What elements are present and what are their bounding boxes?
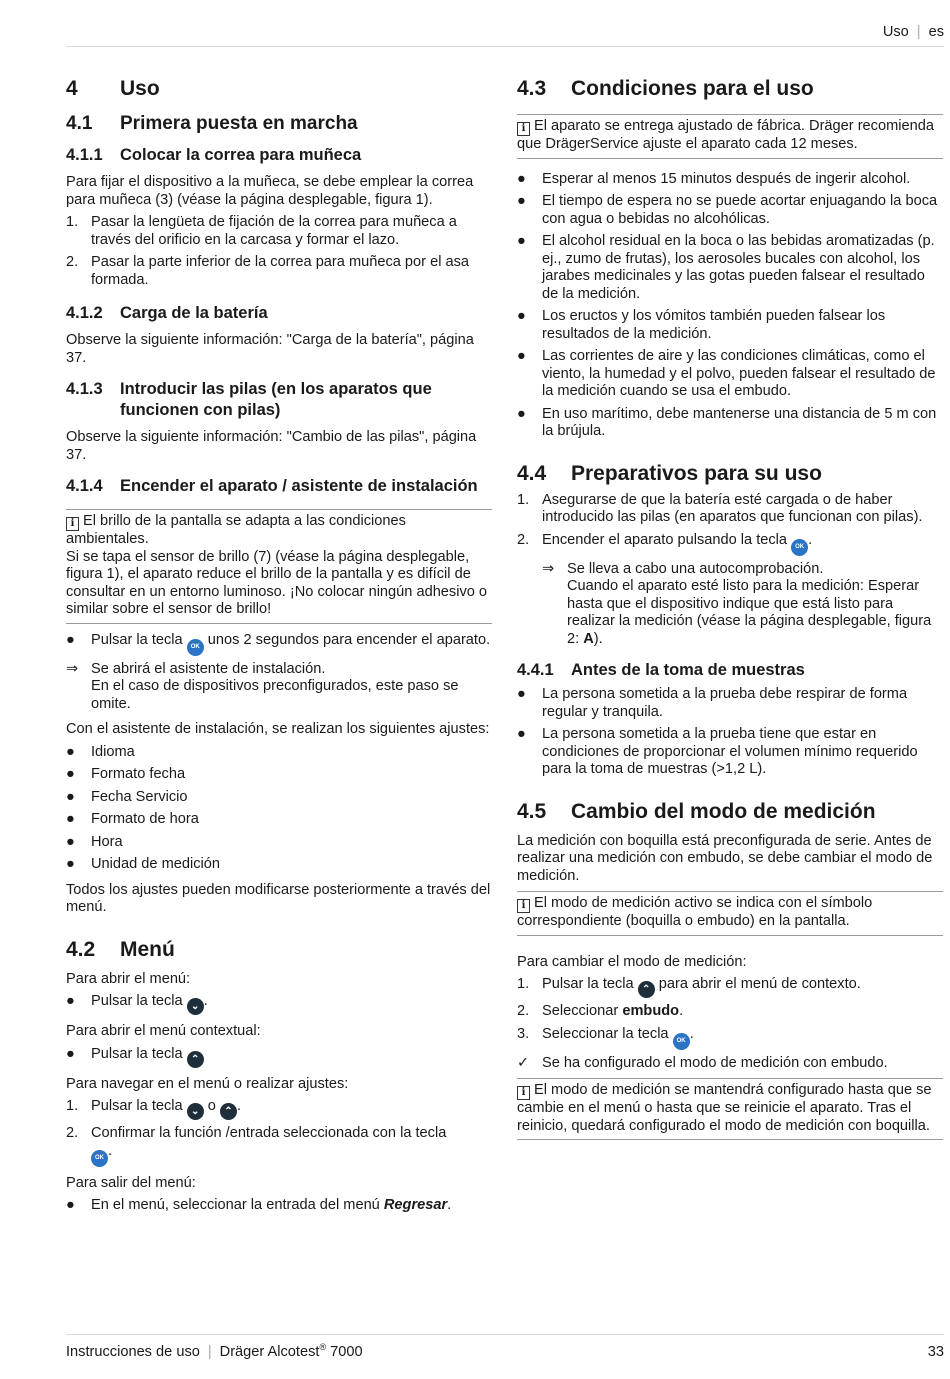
numbered-list	[66, 214, 492, 289]
footer-separator: |	[207, 1344, 212, 1360]
list-text: El alcohol residual en la boca o las bebidas aromatizadas (p. ej., zumo de frutas), los aerosoles bucales con alcohol, los jarabes medicinales y las gotas pueden falsear el resultado de la medición.	[542, 233, 935, 302]
ok-key-icon: OK	[673, 1033, 690, 1050]
list-marker: 2.	[66, 254, 79, 270]
info-note	[517, 891, 943, 936]
checkmark-icon: ✓	[517, 1054, 530, 1071]
result-arrow-icon: ⇒	[66, 660, 79, 677]
list-text: Confirmar la función /entrada seleccionada con la tecla	[91, 1125, 447, 1141]
list-text: Unidad de medición	[91, 856, 220, 872]
heading-text: Cambio del modo de medición	[571, 799, 876, 823]
heading-text: Antes de la toma de muestras	[571, 661, 805, 679]
heading-text: Condiciones para el uso	[571, 77, 814, 100]
list-text: Pulsar la tecla	[91, 1045, 183, 1062]
page-footer	[66, 1344, 363, 1362]
menu-entry-name: Regresar	[383, 1197, 448, 1213]
bullet: ●	[66, 833, 75, 850]
info-icon: i	[517, 1086, 530, 1100]
list-marker: 1.	[66, 1098, 79, 1114]
heading-text: Encender el aparato / asistente de instalación	[120, 477, 478, 495]
menu-entry-name: embudo	[622, 1003, 680, 1019]
bullet: ●	[517, 405, 526, 422]
heading-4	[66, 76, 492, 102]
result-item	[517, 561, 943, 649]
chevron-down-key-icon: ⌄	[187, 1103, 204, 1120]
info-note	[66, 509, 492, 624]
heading-text: Colocar la correa para muñeca	[120, 146, 362, 164]
list-item: 1. Pulsar la tecla ⌄ o ⌃ .	[66, 1098, 492, 1120]
note-text: El modo de medición se mantendrá configurado hasta que se cambie en el menú o hasta que se reinicie el aparato. Tras el reinicio, quedará configurado el modo de medición con boquilla.	[517, 1082, 932, 1134]
list-item	[66, 834, 492, 852]
result-item	[66, 661, 492, 714]
heading-4-2	[66, 937, 492, 963]
result-text: ).	[593, 630, 603, 647]
right-column	[517, 72, 943, 1140]
heading-text: Introducir las pilas (en los aparatos que funcionen con pilas)	[120, 380, 432, 419]
list-item	[517, 308, 943, 343]
info-note	[517, 114, 943, 159]
list-text: Pulsar la tecla	[91, 1098, 183, 1114]
list-item	[66, 632, 492, 656]
list-item	[66, 789, 492, 807]
heading-4-5	[517, 799, 943, 825]
heading-number: 4.1.1	[66, 146, 103, 164]
ok-key-icon: OK	[91, 1150, 108, 1167]
bullet-list	[66, 1197, 492, 1215]
numbered-list	[66, 1098, 492, 1167]
chevron-up-key-icon: ⌃	[638, 981, 655, 998]
list-item	[66, 1046, 492, 1068]
list-item	[66, 254, 492, 289]
heading-number: 4.4	[517, 461, 547, 485]
list-text: Pulsar la tecla	[91, 993, 183, 1009]
result-text: Se lleva a cabo una autocomprobación. Cuando el aparato esté listo para la medición: Esperar hasta que el dispositivo indique que está listo para realizar la medición (véase la página desplegable, figura 2:	[567, 560, 932, 647]
heading-text: Primera puesta en marcha	[120, 113, 358, 134]
list-text: En el menú, seleccionar la entrada del menú	[91, 1197, 380, 1213]
heading-4-3	[517, 76, 943, 102]
paragraph: Todos los ajustes pueden modificarse posteriormente a través del menú.	[66, 881, 491, 915]
list-text: Los eructos y los vómitos también pueden falsear los resultados de la medición.	[542, 308, 886, 342]
list-item: ● En el menú, seleccionar la entrada del menú Regresar.	[66, 1197, 452, 1213]
heading-4-4	[517, 461, 943, 487]
list-text: unos 2 segundos para encender el aparato.	[207, 631, 491, 648]
heading-number: 4.1.4	[66, 477, 103, 495]
bullet: ●	[66, 993, 75, 1009]
list-item	[517, 233, 943, 303]
left-column	[66, 72, 492, 1215]
paragraph: Para abrir el menú contextual:	[66, 1023, 261, 1039]
bullet: ●	[517, 686, 526, 702]
list-text: Hora	[91, 833, 123, 850]
list-item	[517, 492, 943, 527]
bullet-list	[517, 171, 943, 441]
paragraph: Para navegar en el menú o realizar ajustes:	[66, 1075, 349, 1092]
list-text: Pulsar la tecla	[91, 631, 183, 648]
page-header	[883, 24, 944, 42]
note-text: El aparato se entrega ajustado de fábrica. Dräger recomienda que DrägerService ajuste el aparato cada 12 meses.	[517, 118, 934, 152]
list-item	[517, 193, 943, 228]
paragraph: Observe la siguiente información: "Cambio de las pilas", página 37.	[66, 429, 477, 463]
bullet-list	[66, 993, 492, 1015]
bullet-list	[66, 632, 492, 714]
list-item: 2. Confirmar la función /entrada seleccionada con la tecla OK .	[66, 1125, 492, 1167]
bullet: ●	[517, 170, 526, 187]
list-text: Se ha configurado el modo de medición con embudo.	[542, 1054, 888, 1071]
bullet: ●	[66, 1045, 75, 1062]
list-text: Esperar al menos 15 minutos después de ingerir alcohol.	[542, 170, 911, 187]
heading-number: 4.1	[66, 113, 93, 134]
heading-text: Menú	[120, 937, 175, 961]
bullet: ●	[66, 743, 75, 760]
header-section: Uso	[882, 24, 909, 40]
bullet-list	[66, 1046, 492, 1068]
list-item: ● Pulsar la tecla ⌄ .	[66, 993, 492, 1015]
heading-4-4-1	[517, 660, 943, 681]
bullet: ●	[66, 766, 75, 782]
list-text: o	[207, 1098, 216, 1114]
list-text: Pulsar la tecla	[542, 976, 634, 992]
footer-rule	[66, 1334, 944, 1335]
bullet: ●	[517, 308, 526, 324]
paragraph: Para fijar el dispositivo a la muñeca, se debe emplear la correa para muñeca (3) (véase la página desplegable, figura 1).	[66, 174, 474, 208]
heading-number: 4.2	[66, 937, 96, 961]
list-text: La persona sometida a la prueba debe respirar de forma regular y tranquila.	[542, 686, 908, 720]
heading-4-1-1	[66, 145, 492, 166]
list-marker: 1.	[517, 491, 530, 508]
registered-mark: ®	[319, 1342, 327, 1353]
list-item	[66, 744, 492, 762]
list-item	[517, 686, 943, 721]
bullet: ●	[66, 1197, 75, 1213]
list-item	[517, 171, 943, 189]
list-item	[517, 406, 943, 441]
list-text: Asegurarse de que la batería esté cargada o de haber introducido las pilas (en aparatos que funcionan con pilas).	[542, 491, 923, 525]
list-item: 2. Encender el aparato pulsando la tecla OK .	[517, 532, 943, 556]
list-marker: 1.	[66, 214, 79, 230]
ok-key-icon: OK	[187, 639, 204, 656]
footer-product: Dräger Alcotest	[219, 1344, 320, 1360]
list-item	[66, 766, 492, 784]
list-marker: 2.	[517, 1003, 530, 1019]
list-text: Las corrientes de aire y las condiciones climáticas, como el viento, la humedad y el polvo, pueden falsear el resultado de la medición cuando se usa el embudo.	[542, 348, 936, 399]
paragraph: Observe la siguiente información: "Carga de la batería", página 37.	[66, 332, 474, 366]
list-text: Formato de hora	[91, 811, 199, 827]
heading-number: 4	[66, 77, 78, 100]
footer-doc-title: Instrucciones de uso	[66, 1344, 200, 1360]
heading-number: 4.5	[517, 799, 547, 823]
paragraph: Para salir del menú:	[66, 1174, 196, 1191]
bullet: ●	[517, 193, 526, 209]
bullet: ●	[66, 811, 75, 827]
heading-number: 4.1.3	[66, 380, 103, 398]
chevron-up-key-icon: ⌃	[187, 1051, 204, 1068]
list-text: Seleccionar	[542, 1003, 619, 1019]
heading-text: Carga de la batería	[120, 304, 268, 322]
info-icon: i	[66, 517, 79, 531]
list-text: Idioma	[91, 743, 135, 760]
bullet: ●	[66, 788, 75, 805]
numbered-list	[517, 976, 943, 1072]
footer-model: 7000	[326, 1344, 363, 1360]
list-item	[66, 856, 492, 874]
header-rule	[66, 46, 944, 47]
list-marker: 2.	[517, 531, 530, 548]
bullet: ●	[517, 233, 526, 249]
bullet: ●	[66, 856, 75, 872]
paragraph: Para abrir el menú:	[66, 970, 191, 987]
list-text: En uso marítimo, debe mantenerse una distancia de 5 m con la brújula.	[542, 405, 937, 439]
list-text: Fecha Servicio	[91, 788, 188, 805]
heading-4-1-2	[66, 303, 492, 324]
heading-4-1	[66, 112, 492, 136]
paragraph: La medición con boquilla está preconfigurada de serie. Antes de realizar una medición con embudo, se debe cambiar el modo de medición.	[517, 832, 933, 884]
numbered-list	[517, 492, 943, 649]
figure-label: A	[583, 630, 594, 647]
chevron-up-key-icon: ⌃	[220, 1103, 237, 1120]
list-text: Formato fecha	[91, 766, 186, 782]
list-text: Pasar la parte inferior de la correa para muñeca por el asa formada.	[91, 254, 470, 288]
bullet-list	[517, 686, 943, 779]
list-text: La persona sometida a la prueba tiene que estar en condiciones de proporcionar el volumen mínimo requerido para la toma de muestras (>1,2 L).	[542, 726, 918, 777]
list-item	[517, 348, 943, 401]
result-arrow-icon: ⇒	[542, 560, 555, 577]
list-marker: 2.	[66, 1125, 79, 1141]
list-text: Seleccionar la tecla	[542, 1025, 669, 1042]
header-separator: |	[916, 24, 921, 40]
info-note	[517, 1078, 943, 1140]
list-item	[517, 976, 943, 998]
note-text: El brillo de la pantalla se adapta a las condiciones ambientales. Si se tapa el sensor de brillo (7) (véase la página desplegable, figura 1), el aparato reduce el brillo de la pantalla y es difícil de consultar en un entorno luminoso. ¡No colocar ningún adhesivo o similar sobre el sensor de brillo!	[66, 513, 488, 617]
bullet: ●	[517, 348, 526, 364]
list-text: Encender el aparato pulsando la tecla	[542, 531, 788, 548]
list-item: 2. Seleccionar embudo.	[517, 1003, 684, 1019]
page-number: 33	[927, 1344, 944, 1360]
info-icon: i	[517, 122, 530, 136]
bullet: ●	[517, 726, 526, 742]
list-item	[517, 726, 943, 779]
heading-text: Preparativos para su uso	[571, 461, 822, 485]
list-marker: 1.	[517, 976, 530, 992]
list-item: 3. Seleccionar la tecla OK .	[517, 1026, 943, 1050]
bullet: ●	[66, 631, 75, 648]
heading-number: 4.3	[517, 77, 547, 100]
ok-key-icon: OK	[791, 539, 808, 556]
list-text: Pasar la lengüeta de fijación de la correa para muñeca a través del orificio en la carcasa y formar el lazo.	[91, 214, 457, 248]
heading-number: 4.4.1	[517, 661, 554, 679]
list-marker: 3.	[517, 1025, 530, 1042]
list-text: El tiempo de espera no se puede acortar enjuagando la boca con agua o bebidas no alcohólicas.	[542, 193, 938, 227]
list-item	[66, 811, 492, 829]
list-text: para abrir el menú de contexto.	[658, 976, 861, 992]
list-item	[517, 1055, 943, 1073]
header-lang: es	[928, 24, 944, 40]
heading-4-1-4	[66, 476, 492, 497]
paragraph: Con el asistente de instalación, se realizan los siguientes ajustes:	[66, 721, 490, 737]
result-text: Se abrirá el asistente de instalación. En el caso de dispositivos preconfigurados, este paso se omite.	[91, 660, 459, 712]
chevron-down-key-icon: ⌄	[187, 998, 204, 1015]
heading-text: Uso	[120, 77, 160, 100]
heading-number: 4.1.2	[66, 304, 103, 322]
list-item	[66, 214, 492, 249]
settings-list	[66, 744, 492, 874]
note-text: El modo de medición activo se indica con el símbolo correspondiente (boquilla o embudo) en la pantalla.	[517, 895, 873, 929]
paragraph: Para cambiar el modo de medición:	[517, 953, 747, 970]
heading-4-1-3	[66, 379, 492, 421]
info-icon: i	[517, 899, 530, 913]
